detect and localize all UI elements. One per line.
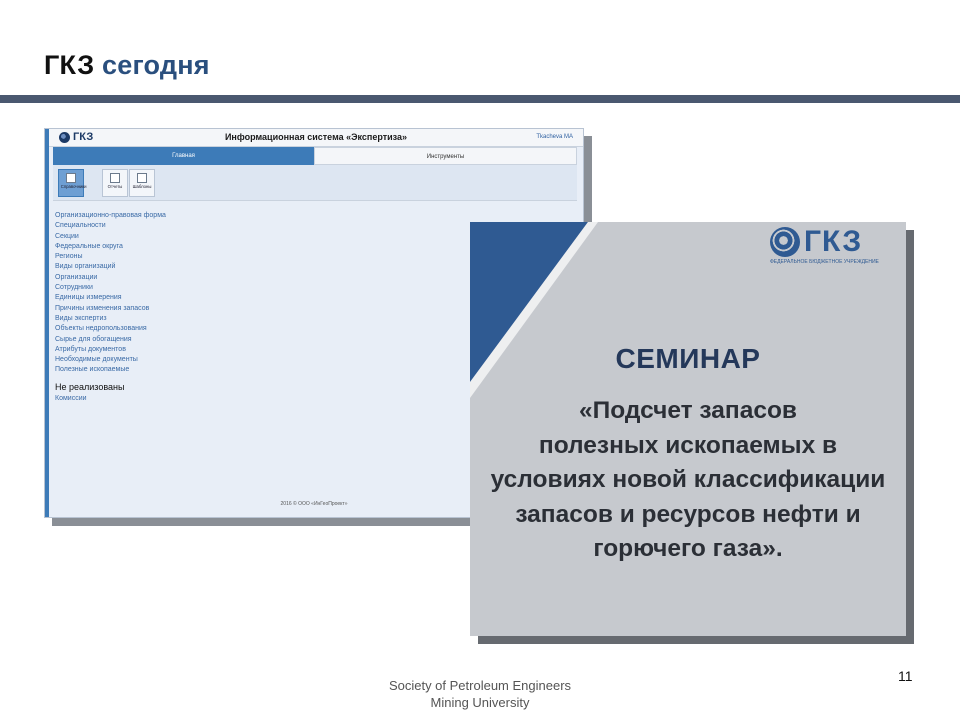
footer-line-organization: Society of Petroleum Engineers bbox=[388, 678, 572, 693]
page-number: 11 bbox=[898, 668, 913, 684]
menu-item[interactable]: Сырье для обогащения bbox=[55, 335, 132, 343]
slide-title bbox=[44, 50, 210, 81]
footer-line-university: Mining University bbox=[430, 695, 530, 710]
references-menu bbox=[55, 211, 355, 404]
menu-item[interactable]: Регионы bbox=[55, 253, 83, 261]
card-logo-text: ГКЗ bbox=[804, 225, 863, 258]
slide-footer bbox=[0, 677, 960, 711]
title-divider bbox=[0, 95, 960, 103]
seminar-title-line: запасов и ресурсов нефти и bbox=[515, 500, 861, 528]
menu-item[interactable]: Организации bbox=[55, 273, 98, 281]
gkz-emblem-icon bbox=[770, 227, 800, 257]
seminar-heading: СЕМИНАР bbox=[615, 343, 761, 374]
menu-item[interactable]: Атрибуты документов bbox=[55, 345, 126, 353]
app-side-strip bbox=[45, 129, 49, 517]
card-logo-subtitle: ФЕДЕРАЛЬНОЕ БЮДЖЕТНОЕ УЧРЕЖДЕНИЕ bbox=[770, 259, 879, 265]
references-icon bbox=[66, 173, 76, 183]
app-header bbox=[49, 129, 583, 147]
toolbar-templates-button[interactable] bbox=[129, 169, 155, 197]
seminar-title bbox=[470, 394, 906, 567]
card-logo bbox=[770, 225, 862, 259]
menu-item[interactable]: Секции bbox=[55, 232, 79, 240]
tab-main[interactable]: Главная bbox=[53, 147, 314, 165]
menu-item[interactable]: Объекты недропользования bbox=[55, 325, 147, 333]
reports-icon bbox=[110, 173, 120, 183]
toolbar-references-label: Справочники bbox=[60, 184, 87, 190]
toolbar-templates-label: Шаблоны bbox=[132, 184, 152, 190]
menu-item[interactable]: Сотрудники bbox=[55, 284, 93, 292]
seminar-title-line: условиях новой классификации bbox=[490, 466, 886, 493]
menu-item[interactable]: Виды организаций bbox=[55, 263, 116, 271]
seminar-card bbox=[470, 222, 906, 636]
menu-item[interactable]: Специальности bbox=[55, 222, 106, 230]
menu-item[interactable]: Причины изменения запасов bbox=[55, 304, 150, 312]
tab-tools[interactable]: Инструменты bbox=[314, 147, 577, 165]
menu-item[interactable]: Организационно-правовая форма bbox=[55, 212, 166, 219]
app-user-name[interactable]: Тkaсhevа МА bbox=[536, 134, 573, 140]
menu-item[interactable]: Полезные ископаемые bbox=[55, 366, 130, 374]
app-logo-text: ГКЗ bbox=[73, 131, 94, 143]
templates-icon bbox=[137, 173, 147, 183]
toolbar-references-button[interactable] bbox=[58, 169, 87, 197]
seminar-title-line: горючего газа». bbox=[593, 535, 783, 562]
toolbar-reports-button[interactable] bbox=[102, 169, 128, 197]
menu-section-not-implemented: Не реализованы bbox=[55, 381, 125, 392]
menu-item-commissions[interactable]: Комиссии bbox=[55, 394, 87, 402]
slide-title-part1: ГКЗ bbox=[44, 50, 95, 80]
app-tabs bbox=[53, 147, 577, 165]
menu-item[interactable]: Необходимые документы bbox=[55, 356, 138, 364]
slide-title-part2: сегодня bbox=[102, 50, 210, 80]
app-footer: 2016 © ООО «ИнГеоПроект» bbox=[280, 501, 348, 507]
app-toolbar bbox=[53, 165, 577, 201]
seminar-title-line: полезных ископаемых в bbox=[538, 431, 838, 459]
menu-item[interactable]: Федеральные округа bbox=[55, 242, 123, 250]
menu-item[interactable]: Единицы измерения bbox=[55, 294, 122, 302]
toolbar-reports-label: Отчеты bbox=[107, 184, 123, 190]
app-title: Информационная система «Экспертиза» bbox=[224, 132, 408, 142]
seminar-title-line: «Подсчет запасов bbox=[579, 397, 797, 424]
menu-item[interactable]: Виды экспертиз bbox=[55, 314, 107, 322]
